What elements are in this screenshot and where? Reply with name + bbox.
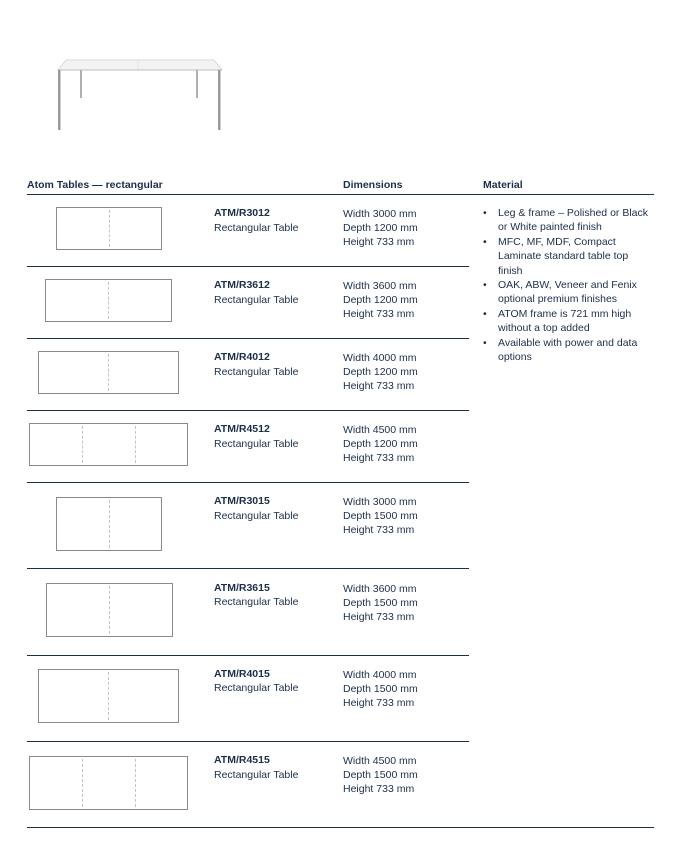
width-value: Width 3600 mm [343, 583, 417, 595]
depth-value: Depth 1200 mm [343, 294, 418, 306]
row-divider [27, 655, 469, 656]
height-value: Height 733 mm [343, 697, 415, 709]
row-divider [27, 266, 469, 267]
depth-value: Depth 1200 mm [343, 222, 418, 234]
product-code: ATM/R4012 [214, 351, 270, 363]
material-item: • ATOM frame is 721 mm high without a top added [483, 307, 653, 336]
table-plan-drawing [38, 351, 179, 394]
header-divider [27, 194, 654, 195]
width-value: Width 3000 mm [343, 208, 417, 220]
width-value: Width 4000 mm [343, 352, 417, 364]
product-type: Rectangular Table [214, 366, 299, 378]
height-value: Height 733 mm [343, 452, 415, 464]
height-value: Height 733 mm [343, 236, 415, 248]
table-plan-drawing [46, 583, 173, 637]
material-item: • Leg & frame – Polished or Black or White painted finish [483, 206, 653, 235]
dimensions-header: Dimensions [343, 179, 403, 191]
product-type: Rectangular Table [214, 222, 299, 234]
dimensions-list [343, 279, 418, 321]
depth-value: Depth 1500 mm [343, 597, 418, 609]
dimensions-list [343, 495, 418, 537]
table-plan-drawing [56, 497, 162, 551]
product-type: Rectangular Table [214, 682, 299, 694]
row-divider [27, 741, 469, 742]
material-header: Material [483, 179, 523, 191]
height-value: Height 733 mm [343, 524, 415, 536]
product-type: Rectangular Table [214, 438, 299, 450]
table-product-image [52, 50, 228, 136]
height-value: Height 733 mm [343, 611, 415, 623]
height-value: Height 733 mm [343, 308, 415, 320]
dimensions-list [343, 668, 418, 710]
product-code: ATM/R4515 [214, 754, 270, 766]
material-list [483, 206, 653, 364]
row-divider [27, 338, 469, 339]
dimensions-list [343, 207, 418, 249]
product-type: Rectangular Table [214, 294, 299, 306]
table-plan-drawing [45, 279, 172, 322]
depth-value: Depth 1500 mm [343, 769, 418, 781]
product-type: Rectangular Table [214, 596, 299, 608]
product-code: ATM/R3615 [214, 582, 270, 594]
product-code: ATM/R4512 [214, 423, 270, 435]
depth-value: Depth 1200 mm [343, 438, 418, 450]
dimensions-list [343, 582, 418, 624]
depth-value: Depth 1500 mm [343, 683, 418, 695]
width-value: Width 4500 mm [343, 755, 417, 767]
row-divider [27, 482, 469, 483]
table-plan-drawing [38, 669, 179, 723]
material-item: • OAK, ABW, Veneer and Fenix optional premium finishes [483, 278, 653, 307]
product-type: Rectangular Table [214, 769, 299, 781]
material-item: • Available with power and data options [483, 336, 653, 365]
footer-divider [27, 827, 654, 828]
row-divider [27, 410, 469, 411]
dimensions-list [343, 423, 418, 465]
width-value: Width 3600 mm [343, 280, 417, 292]
dimensions-list [343, 351, 418, 393]
table-plan-drawing [56, 207, 162, 250]
depth-value: Depth 1500 mm [343, 510, 418, 522]
height-value: Height 733 mm [343, 380, 415, 392]
table-plan-drawing [29, 423, 188, 466]
width-value: Width 4500 mm [343, 424, 417, 436]
product-code: ATM/R3012 [214, 207, 270, 219]
product-code: ATM/R4015 [214, 668, 270, 680]
width-value: Width 3000 mm [343, 496, 417, 508]
product-type: Rectangular Table [214, 510, 299, 522]
material-item: • MFC, MF, MDF, Compact Laminate standard table top finish [483, 235, 653, 278]
depth-value: Depth 1200 mm [343, 366, 418, 378]
table-plan-drawing [29, 756, 188, 810]
product-code: ATM/R3015 [214, 495, 270, 507]
height-value: Height 733 mm [343, 783, 415, 795]
product-code: ATM/R3612 [214, 279, 270, 291]
width-value: Width 4000 mm [343, 669, 417, 681]
section-title: Atom Tables — rectangular [27, 179, 163, 191]
row-divider [27, 568, 469, 569]
dimensions-list [343, 754, 418, 796]
